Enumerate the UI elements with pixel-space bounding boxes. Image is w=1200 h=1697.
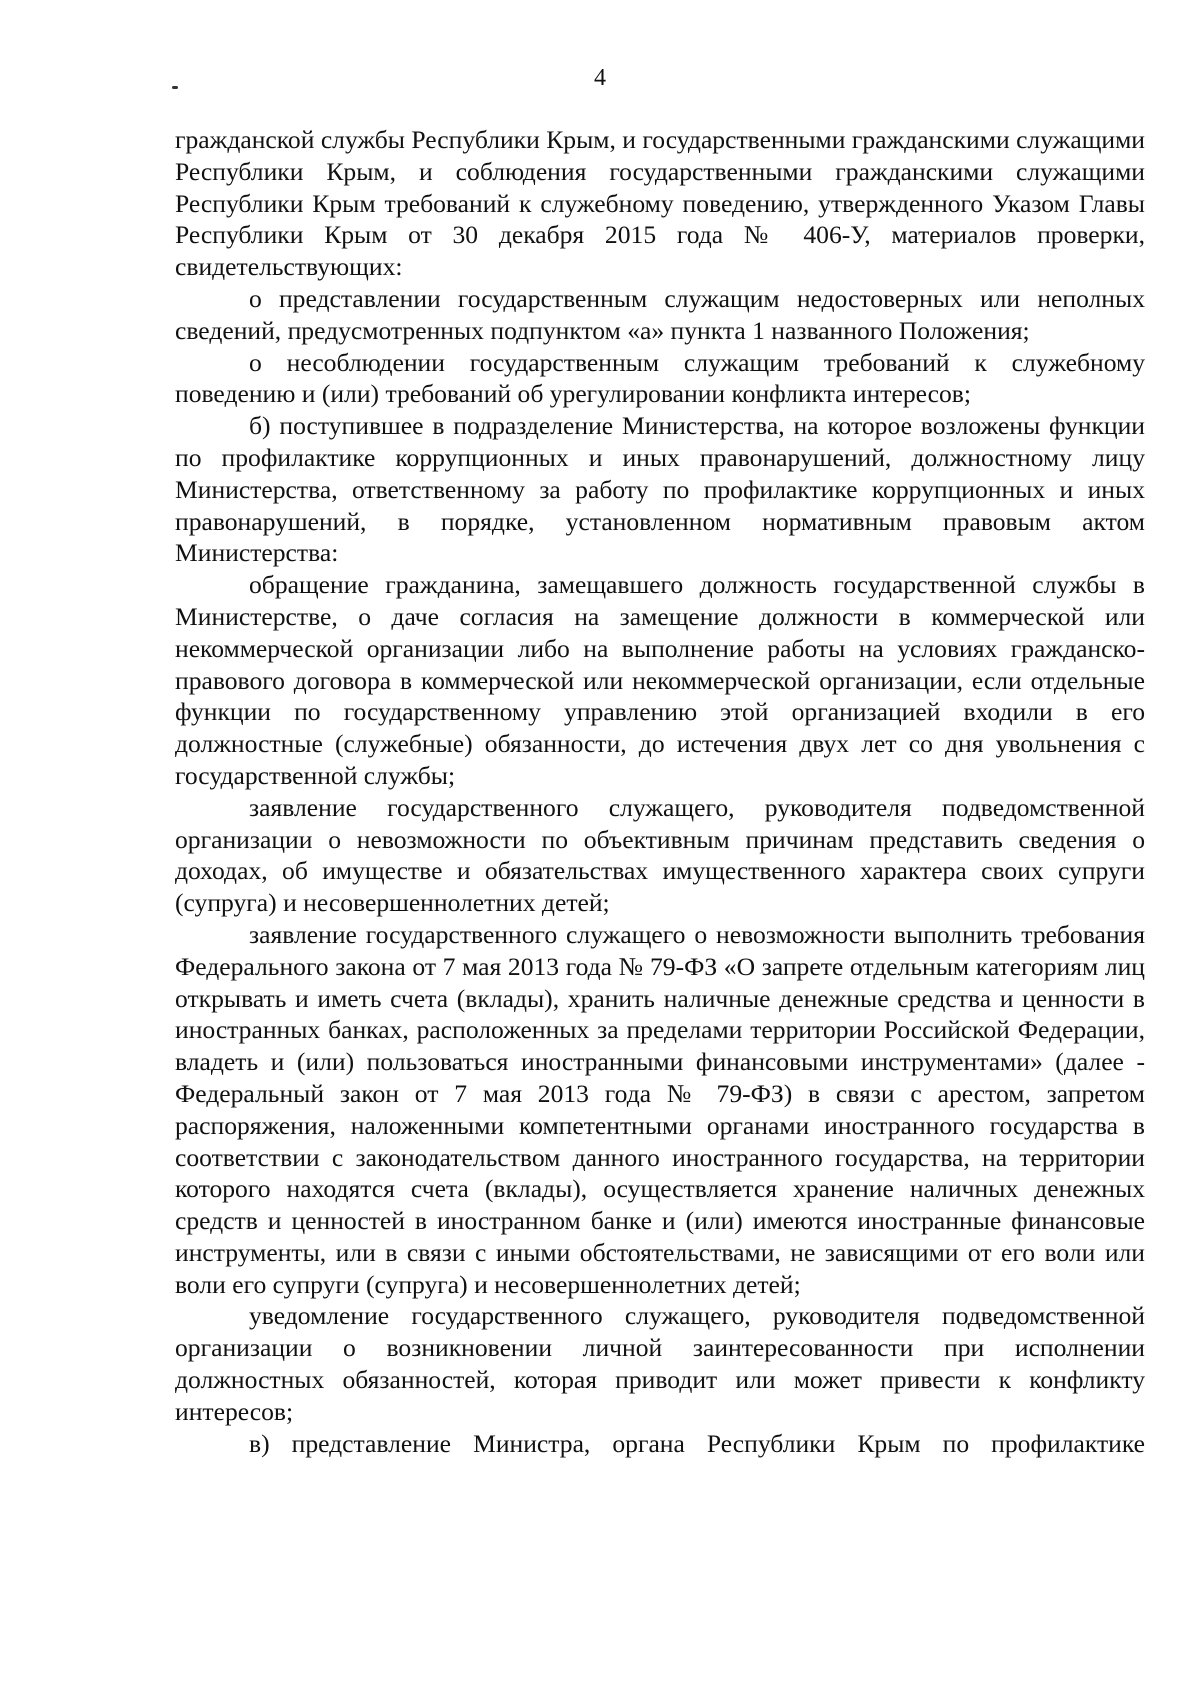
paragraph-non-compliance: о несоблюдении государственным служащим требований к служебному поведению и (или) требований об урегулировании конфликта интересов;	[175, 347, 1145, 409]
paragraph-conflict-notice: уведомление государственного служащего, руководителя подведомственной организации о возникновении личной заинтересованности при исполнении должностных обязанностей, которая приводит или может привести к конфликту интересов;	[175, 1301, 1145, 1426]
page-number: 4	[594, 65, 606, 91]
paragraph-income-statement: заявление государственного служащего, руководителя подведомственной организации о невозможности по объективным причинам представить сведения о доходах, об имуществе и обязательствах имущественного характера своих супруги (супруга) и несовершеннолетних детей;	[175, 792, 1145, 918]
document-body	[175, 124, 1145, 1459]
paragraph-false-info: о представлении государственным служащим недостоверных или неполных сведений, предусмотренных подпунктом «а» пункта 1 названного Положения;	[175, 283, 1145, 345]
paragraph-item-b: б) поступившее в подразделение Министерства, на которое возложены функции по профилактике коррупционных и иных правонарушений, должностному лицу Министерства, ответственному за работу по профилактике коррупционных и иных правонарушений, в порядке, установленном нормативным правовым актом Министерства:	[175, 411, 1145, 568]
scan-speck	[172, 86, 178, 89]
paragraph-continuation: гражданской службы Республики Крым, и государственными гражданскими служащими Республики Крым, и соблюдения государственными гражданскими служащими Республики Крым требований к служебному поведению, утвержденного Указом Главы Республики Крым от 30 декабря 2015 года № 406-У, материалов проверки, свидетельствующих:	[175, 125, 1145, 282]
paragraph-foreign-accounts: заявление государственного служащего о невозможности выполнить требования Федерального закона от 7 мая 2013 года № 79-ФЗ «О запрете отдельным категориям лиц открывать и иметь счета (вклады), хранить наличные денежные средства и ценности в иностранных банках, расположенных за пределами территории Российской Федерации, владеть и (или) пользоваться иностранными финансовыми инструментами» (далее - Федеральный закон от 7 мая 2013 года № 79-ФЗ) в связи с арестом, запретом распоряжения, наложенными компетентными органами иностранного государства в соответствии с законодательством данного иностранного государства, на территории которого находятся счета (вклады), осуществляется хранение наличных денежных средств и ценностей в иностранном банке и (или) имеются иностранные финансовые инструменты, или в связи с иными обстоятельствами, не зависящими от его воли или воли его супруги (супруга) и несовершеннолетних детей;	[175, 919, 1145, 1299]
paragraph-citizen-appeal: обращение гражданина, замещавшего должность государственной службы в Министерстве, о даче согласия на замещение должности в коммерческой или некоммерческой организации либо на выполнение работы на условиях гражданско-правового договора в коммерческой или некоммерческой организации, если отдельные функции по государственному управлению этой организацией входили в его должностные (служебные) обязанности, до истечения двух лет со дня увольнения с государственной службы;	[175, 570, 1145, 790]
paragraph-item-c: в) представление Министра, органа Республики Крым по профилактике	[249, 1428, 1145, 1458]
